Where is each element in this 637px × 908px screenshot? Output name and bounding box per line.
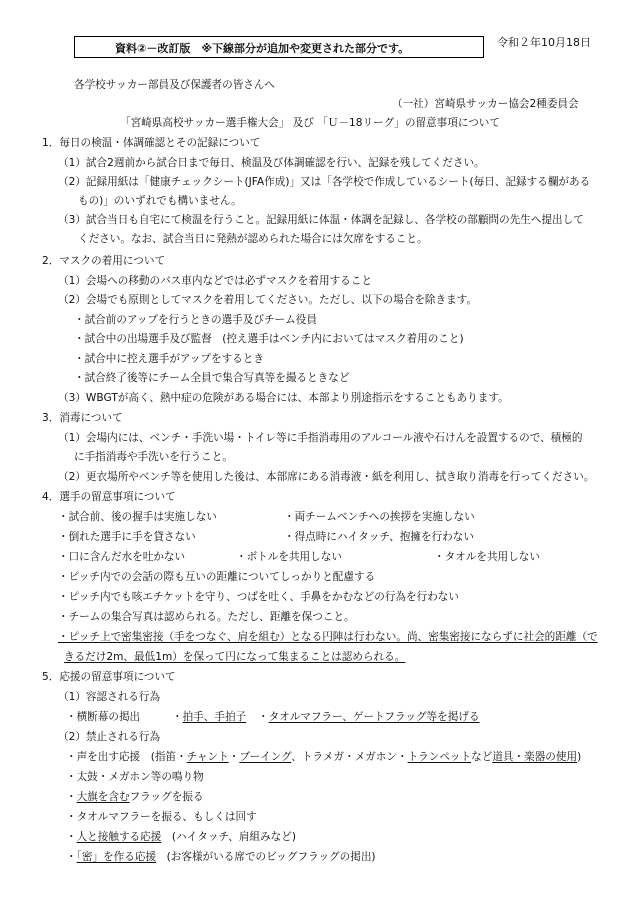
s2-item-2: （2）会場でも原則としてマスクを着用してください。ただし、以下の場合を除きます。 (58, 294, 478, 306)
section-4-heading: 4．選手の留意事項について (42, 491, 176, 503)
document-title: 「宮崎県高校サッカー選手権大会」 及び 「Ｕ－18リーグ」の留意事項について (120, 117, 500, 129)
s4-line-7a: ・ピッチ上で密集密接（手をつなぐ、肩を組む）となる円陣は行わない。尚、密集密接にならずに社会的距離（で (58, 631, 598, 643)
s5-forbidden-2: ・太鼓・メガホン等の鳴り物 (66, 771, 204, 783)
s5-allowed-1: ・横断幕の掲出 (66, 711, 141, 723)
section-1-heading: 1．毎日の検温・体調確認とその記録について (42, 137, 261, 149)
section-5-heading: 5．応援の留意事項について (42, 671, 176, 683)
section-2-heading: 2．マスクの着用について (42, 255, 166, 267)
s4-rule-2b: ・得点時にハイタッチ、抱擁を行わない (284, 531, 474, 543)
s5-forbidden-5: ・人と接触する応援 (ハイタッチ、肩組みなど) (66, 831, 296, 843)
s4-line-5: ・ピッチ内でも咳エチケットを守り、つばを吐く、手鼻をかむなどの行為を行わない (58, 591, 459, 603)
s4-line-6: ・チームの集合写真は認められる。ただし、距離を保つこと。 (58, 611, 355, 623)
header-notice-box (74, 36, 484, 58)
s5-allowed-2: ・拍手、手拍子 (172, 711, 247, 723)
s2-bullet-2: ・試合中の出場選手及び監督 (控え選手はベンチ内においてはマスク着用のこと) (74, 333, 464, 345)
s1-item-2a: （2）記録用紙は「健康チェックシート(JFA作成)」又は「各学校で作成しているシート(毎日、記録する欄がある (58, 176, 591, 188)
s5-forbidden-4: ・タオルマフラーを振る、もしくは回す (66, 811, 257, 823)
document-date: 令和２年10月18日 (497, 36, 591, 49)
s1-item-3b: ください。なお、試合当日に発熱が認められた場合には欠席をすること。 (78, 233, 428, 245)
s4-line-7b: きるだけ2m、最低1m）を保って円になって集まることは認められる。 (64, 651, 406, 663)
s5-sub-2: （2）禁止される行為 (58, 731, 161, 743)
s2-bullet-4: ・試合終了後等にチーム全員で集合写真等を撮るときなど (74, 372, 350, 384)
section-3-heading: 3．消毒について (42, 412, 123, 424)
s4-rule-3c: ・タオルを共用しない (434, 551, 540, 563)
sender: （一社）宮崎県サッカー協会2種委員会 (392, 98, 579, 110)
s2-item-3: （3）WBGTが高く、熱中症の危険がある場合には、本部より別途指示をすることもあります。 (58, 392, 509, 404)
s1-item-3a: （3）試合当日も自宅にて検温を行うこと。記録用紙に体温・体調を記録し、各学校の部顧問の先生へ提出して (58, 214, 584, 226)
s5-allowed-3: ・タオルマフラー、ゲートフラッグ等を掲げる (258, 711, 480, 723)
s4-rule-3a: ・口に含んだ水を吐かない (58, 551, 186, 563)
s2-bullet-3: ・試合中に控え選手がアップをするとき (74, 353, 264, 365)
s5-forbidden-1: ・声を出す応援 (指笛・チャント・ブーイング、トラメガ・メガホン・トランペットなど道具・楽器の使用) (66, 751, 582, 763)
s1-item-2b: もの)」のいずれでも構いません。 (78, 195, 242, 207)
s3-item-2: （2）更衣場所やベンチ等を使用した後は、本部席にある消毒液・紙を利用し、拭き取り消毒を行ってください。 (58, 471, 595, 483)
header-notice-text: 資料②－改訂版 ※下線部分が追加や変更された部分です。 (115, 42, 410, 55)
s4-rule-1a: ・試合前、後の握手は実施しない (58, 511, 217, 523)
s2-bullet-1: ・試合前のアップを行うときの選手及びチーム役員 (74, 314, 317, 326)
s2-item-1: （1）会場への移動のバス車内などでは必ずマスクを着用すること (58, 275, 372, 287)
s4-rule-2a: ・倒れた選手に手を貸さない (58, 531, 196, 543)
s4-line-4: ・ピッチ内での会話の際も互いの距離についてしっかりと配慮する (58, 571, 376, 583)
s3-item-1a: （1）会場内には、ベンチ・手洗い場・トイレ等に手指消毒用のアルコール液や石けんを設置するので、積極的 (58, 432, 583, 444)
s3-item-1b: に手指消毒や手洗いを行うこと。 (74, 451, 233, 463)
salutation: 各学校サッカー部員及び保護者の皆さんへ (74, 79, 275, 91)
s4-rule-3b: ・ボトルを共用しない (236, 551, 342, 563)
s1-item-1: （1）試合2週前から試合日まで毎日、検温及び体調確認を行い、記録を残してください。 (58, 157, 485, 169)
s4-rule-1b: ・両チームベンチへの挨拶を実施しない (284, 511, 475, 523)
s5-sub-1: （1）容認される行為 (58, 691, 161, 703)
s5-forbidden-3: ・大旗を含むフラッグを振る (66, 791, 204, 803)
s5-forbidden-6: ・「密」を作る応援 (お客様がいる席でのビッグフラッグの掲出) (66, 851, 376, 863)
